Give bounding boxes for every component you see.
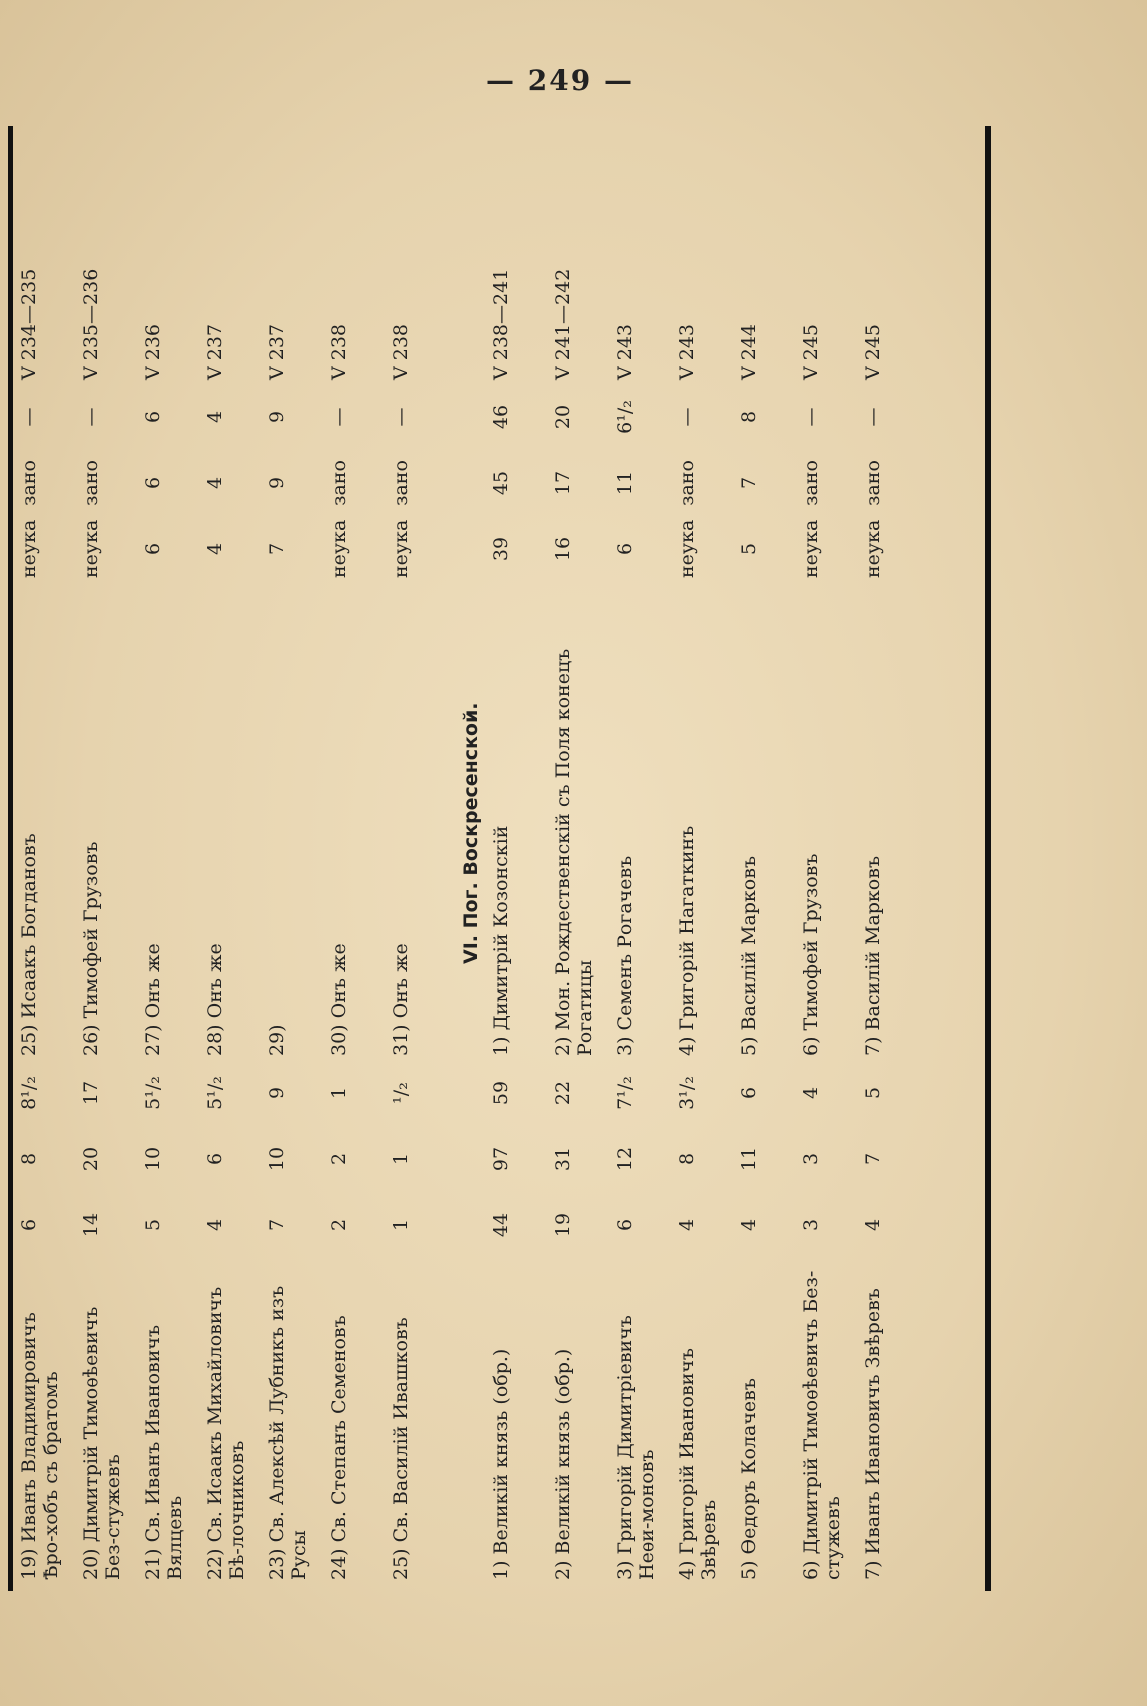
- owner-name: 20) Димитрій Тимоѳѣевичъ Без-стужевъ: [80, 1306, 124, 1580]
- count-f: —: [80, 407, 102, 427]
- count-b: 20: [80, 1146, 102, 1172]
- count-b: 8: [676, 1152, 698, 1166]
- count-d: 39: [490, 536, 512, 562]
- holder-name: 29): [266, 1024, 288, 1056]
- count-a: 4: [738, 1218, 760, 1232]
- count-b: 10: [142, 1146, 164, 1172]
- count-e: зано: [80, 460, 102, 506]
- owner-name: 21) Св. Иванъ Ивановичъ Вялцевъ: [142, 1324, 186, 1580]
- count-e: 11: [614, 470, 636, 496]
- owner-name: 22) Св. Исаакъ Михайловичъ Бѣ-лочниковъ: [204, 1286, 248, 1580]
- count-a: 1: [390, 1218, 412, 1232]
- count-e: 7: [738, 476, 760, 490]
- count-f: 9: [266, 410, 288, 424]
- owner-name: 4) Григорій Ивановичъ Звѣревъ: [676, 1348, 720, 1580]
- owner-name: 23) Св. Алексѣй Лубникъ изъ Русы: [266, 1285, 310, 1580]
- count-e: 17: [552, 470, 574, 496]
- count-d: неука: [80, 519, 102, 578]
- count-c: 59: [490, 1080, 512, 1106]
- count-c: 3¹/₂: [676, 1076, 698, 1110]
- count-f: 8: [738, 410, 760, 424]
- count-c: 17: [80, 1080, 102, 1106]
- owner-name: 2) Великій князь (обр.): [552, 1348, 574, 1580]
- owner-name: 6) Димитрій Тимоѳѣевичъ Без-стужевъ: [800, 1270, 844, 1580]
- count-d: неука: [18, 519, 40, 578]
- count-a: 4: [676, 1218, 698, 1232]
- count-a: 2: [328, 1218, 350, 1232]
- count-c: 9: [266, 1086, 288, 1100]
- table-bottom-rule: [985, 126, 991, 1591]
- owner-name: 3) Григорій Димитріевичъ Неѳи-моновъ: [614, 1315, 658, 1580]
- count-b: 11: [738, 1146, 760, 1172]
- count-a: 5: [142, 1218, 164, 1232]
- count-e: 4: [204, 476, 226, 490]
- table-row: [676, 129, 738, 1584]
- count-f: —: [676, 407, 698, 427]
- count-d: 6: [142, 542, 164, 556]
- table-row: [738, 129, 800, 1584]
- count-c: ¹/₂: [390, 1082, 412, 1104]
- owner-name: 25) Св. Василій Ивашковъ: [390, 1317, 412, 1580]
- table-row: [328, 129, 390, 1584]
- table-row: [266, 129, 328, 1584]
- reference: V 245: [800, 323, 822, 380]
- holder-name: 6) Тимофей Грузовъ: [800, 853, 822, 1056]
- table-row: [204, 129, 266, 1584]
- count-a: 7: [266, 1218, 288, 1232]
- page-number: — 249 —: [486, 64, 634, 97]
- count-e: 9: [266, 476, 288, 490]
- holder-name: 27) Онъ же: [142, 943, 164, 1056]
- count-d: 4: [204, 542, 226, 556]
- reference: V 244: [738, 323, 760, 380]
- count-a: 19: [552, 1212, 574, 1238]
- count-f: 4: [204, 410, 226, 424]
- table-row: [862, 129, 924, 1584]
- count-a: 4: [204, 1218, 226, 1232]
- count-e: зано: [18, 460, 40, 506]
- table-row: [490, 129, 552, 1584]
- count-a: 44: [490, 1212, 512, 1238]
- holder-name: 31) Онъ же: [390, 943, 412, 1056]
- owner-name: 24) Св. Степанъ Семеновъ: [328, 1315, 350, 1580]
- count-e: зано: [328, 460, 350, 506]
- owner-name: 5) Ѳедоръ Колачевъ: [738, 1378, 760, 1580]
- count-b: 7: [862, 1152, 884, 1166]
- reference: V 238—241: [490, 268, 512, 380]
- count-f: 20: [552, 404, 574, 430]
- count-a: 3: [800, 1218, 822, 1232]
- table-group-b: [490, 129, 924, 1584]
- owner-name: 19) Иванъ Владимировичъ Ѣро-хобъ съ братомъ: [18, 1312, 62, 1580]
- reference: V 234—235: [18, 268, 40, 380]
- count-b: 3: [800, 1152, 822, 1166]
- reference: V 236: [142, 323, 164, 380]
- holder-name: 4) Григорій Нагаткинъ: [676, 825, 698, 1056]
- register-table: [18, 129, 924, 1584]
- count-c: 8¹/₂: [18, 1076, 40, 1110]
- count-d: 6: [614, 542, 636, 556]
- holder-name: 28) Онъ же: [204, 943, 226, 1056]
- count-f: 6¹/₂: [614, 400, 636, 434]
- count-c: 22: [552, 1080, 574, 1106]
- count-e: зано: [800, 460, 822, 506]
- reference: V 243: [676, 323, 698, 380]
- count-b: 97: [490, 1146, 512, 1172]
- count-b: 31: [552, 1146, 574, 1172]
- count-e: 45: [490, 470, 512, 496]
- table-row: [552, 129, 614, 1584]
- reference: V 237: [266, 323, 288, 380]
- reference: V 245: [862, 323, 884, 380]
- count-f: —: [328, 407, 350, 427]
- count-d: 7: [266, 542, 288, 556]
- count-d: неука: [328, 519, 350, 578]
- table-top-rule: [8, 126, 13, 1591]
- owner-name: 1) Великій князь (обр.): [490, 1348, 512, 1580]
- reference: V 241—242: [552, 268, 574, 380]
- table-row: [800, 129, 862, 1584]
- count-c: 6: [738, 1086, 760, 1100]
- count-d: 16: [552, 536, 574, 562]
- table-row: [390, 129, 452, 1584]
- count-e: зано: [862, 460, 884, 506]
- table-group-a: [18, 129, 452, 1584]
- count-a: 6: [18, 1218, 40, 1232]
- reference: V 238: [390, 323, 412, 380]
- reference: V 237: [204, 323, 226, 380]
- count-b: 10: [266, 1146, 288, 1172]
- count-a: 6: [614, 1218, 636, 1232]
- reference: V 238: [328, 323, 350, 380]
- holder-name: 2) Мон. Рождественскій съ Поля конецъ Рогатицы: [552, 648, 596, 1056]
- count-d: неука: [390, 519, 412, 578]
- count-f: —: [862, 407, 884, 427]
- count-c: 4: [800, 1086, 822, 1100]
- count-c: 5¹/₂: [204, 1076, 226, 1110]
- holder-name: 5) Василій Марковъ: [738, 855, 760, 1056]
- table-row: [614, 129, 676, 1584]
- count-d: 5: [738, 542, 760, 556]
- count-f: 6: [142, 410, 164, 424]
- count-a: 4: [862, 1218, 884, 1232]
- count-e: зано: [390, 460, 412, 506]
- table-row: [80, 129, 142, 1584]
- count-f: 46: [490, 404, 512, 430]
- count-b: 1: [390, 1152, 412, 1166]
- count-c: 5: [862, 1086, 884, 1100]
- holder-name: 30) Онъ же: [328, 943, 350, 1056]
- holder-name: 26) Тимофей Грузовъ: [80, 841, 102, 1056]
- owner-name: 7) Иванъ Ивановичъ Звѣревъ: [862, 1288, 884, 1580]
- count-b: 6: [204, 1152, 226, 1166]
- count-c: 5¹/₂: [142, 1076, 164, 1110]
- count-b: 8: [18, 1152, 40, 1166]
- count-b: 2: [328, 1152, 350, 1166]
- table-row: [142, 129, 204, 1584]
- count-f: —: [800, 407, 822, 427]
- count-e: зано: [676, 460, 698, 506]
- holder-name: 3) Семенъ Рогачевъ: [614, 855, 636, 1056]
- count-e: 6: [142, 476, 164, 490]
- count-a: 14: [80, 1212, 102, 1238]
- section-title: VI. Пог. Воскресенской.: [460, 702, 482, 964]
- table-row: [18, 129, 80, 1584]
- count-c: 1: [328, 1086, 350, 1100]
- holder-name: 1) Димитрій Козонскій: [490, 825, 512, 1056]
- reference: V 235—236: [80, 268, 102, 380]
- count-d: неука: [800, 519, 822, 578]
- count-d: неука: [862, 519, 884, 578]
- reference: V 243: [614, 323, 636, 380]
- count-f: —: [390, 407, 412, 427]
- count-c: 7¹/₂: [614, 1076, 636, 1110]
- holder-name: 25) Исаакъ Богдановъ: [18, 833, 40, 1056]
- section-heading-row: [452, 129, 490, 1584]
- holder-name: 7) Василій Марковъ: [862, 855, 884, 1056]
- count-f: —: [18, 407, 40, 427]
- count-d: неука: [676, 519, 698, 578]
- count-b: 12: [614, 1146, 636, 1172]
